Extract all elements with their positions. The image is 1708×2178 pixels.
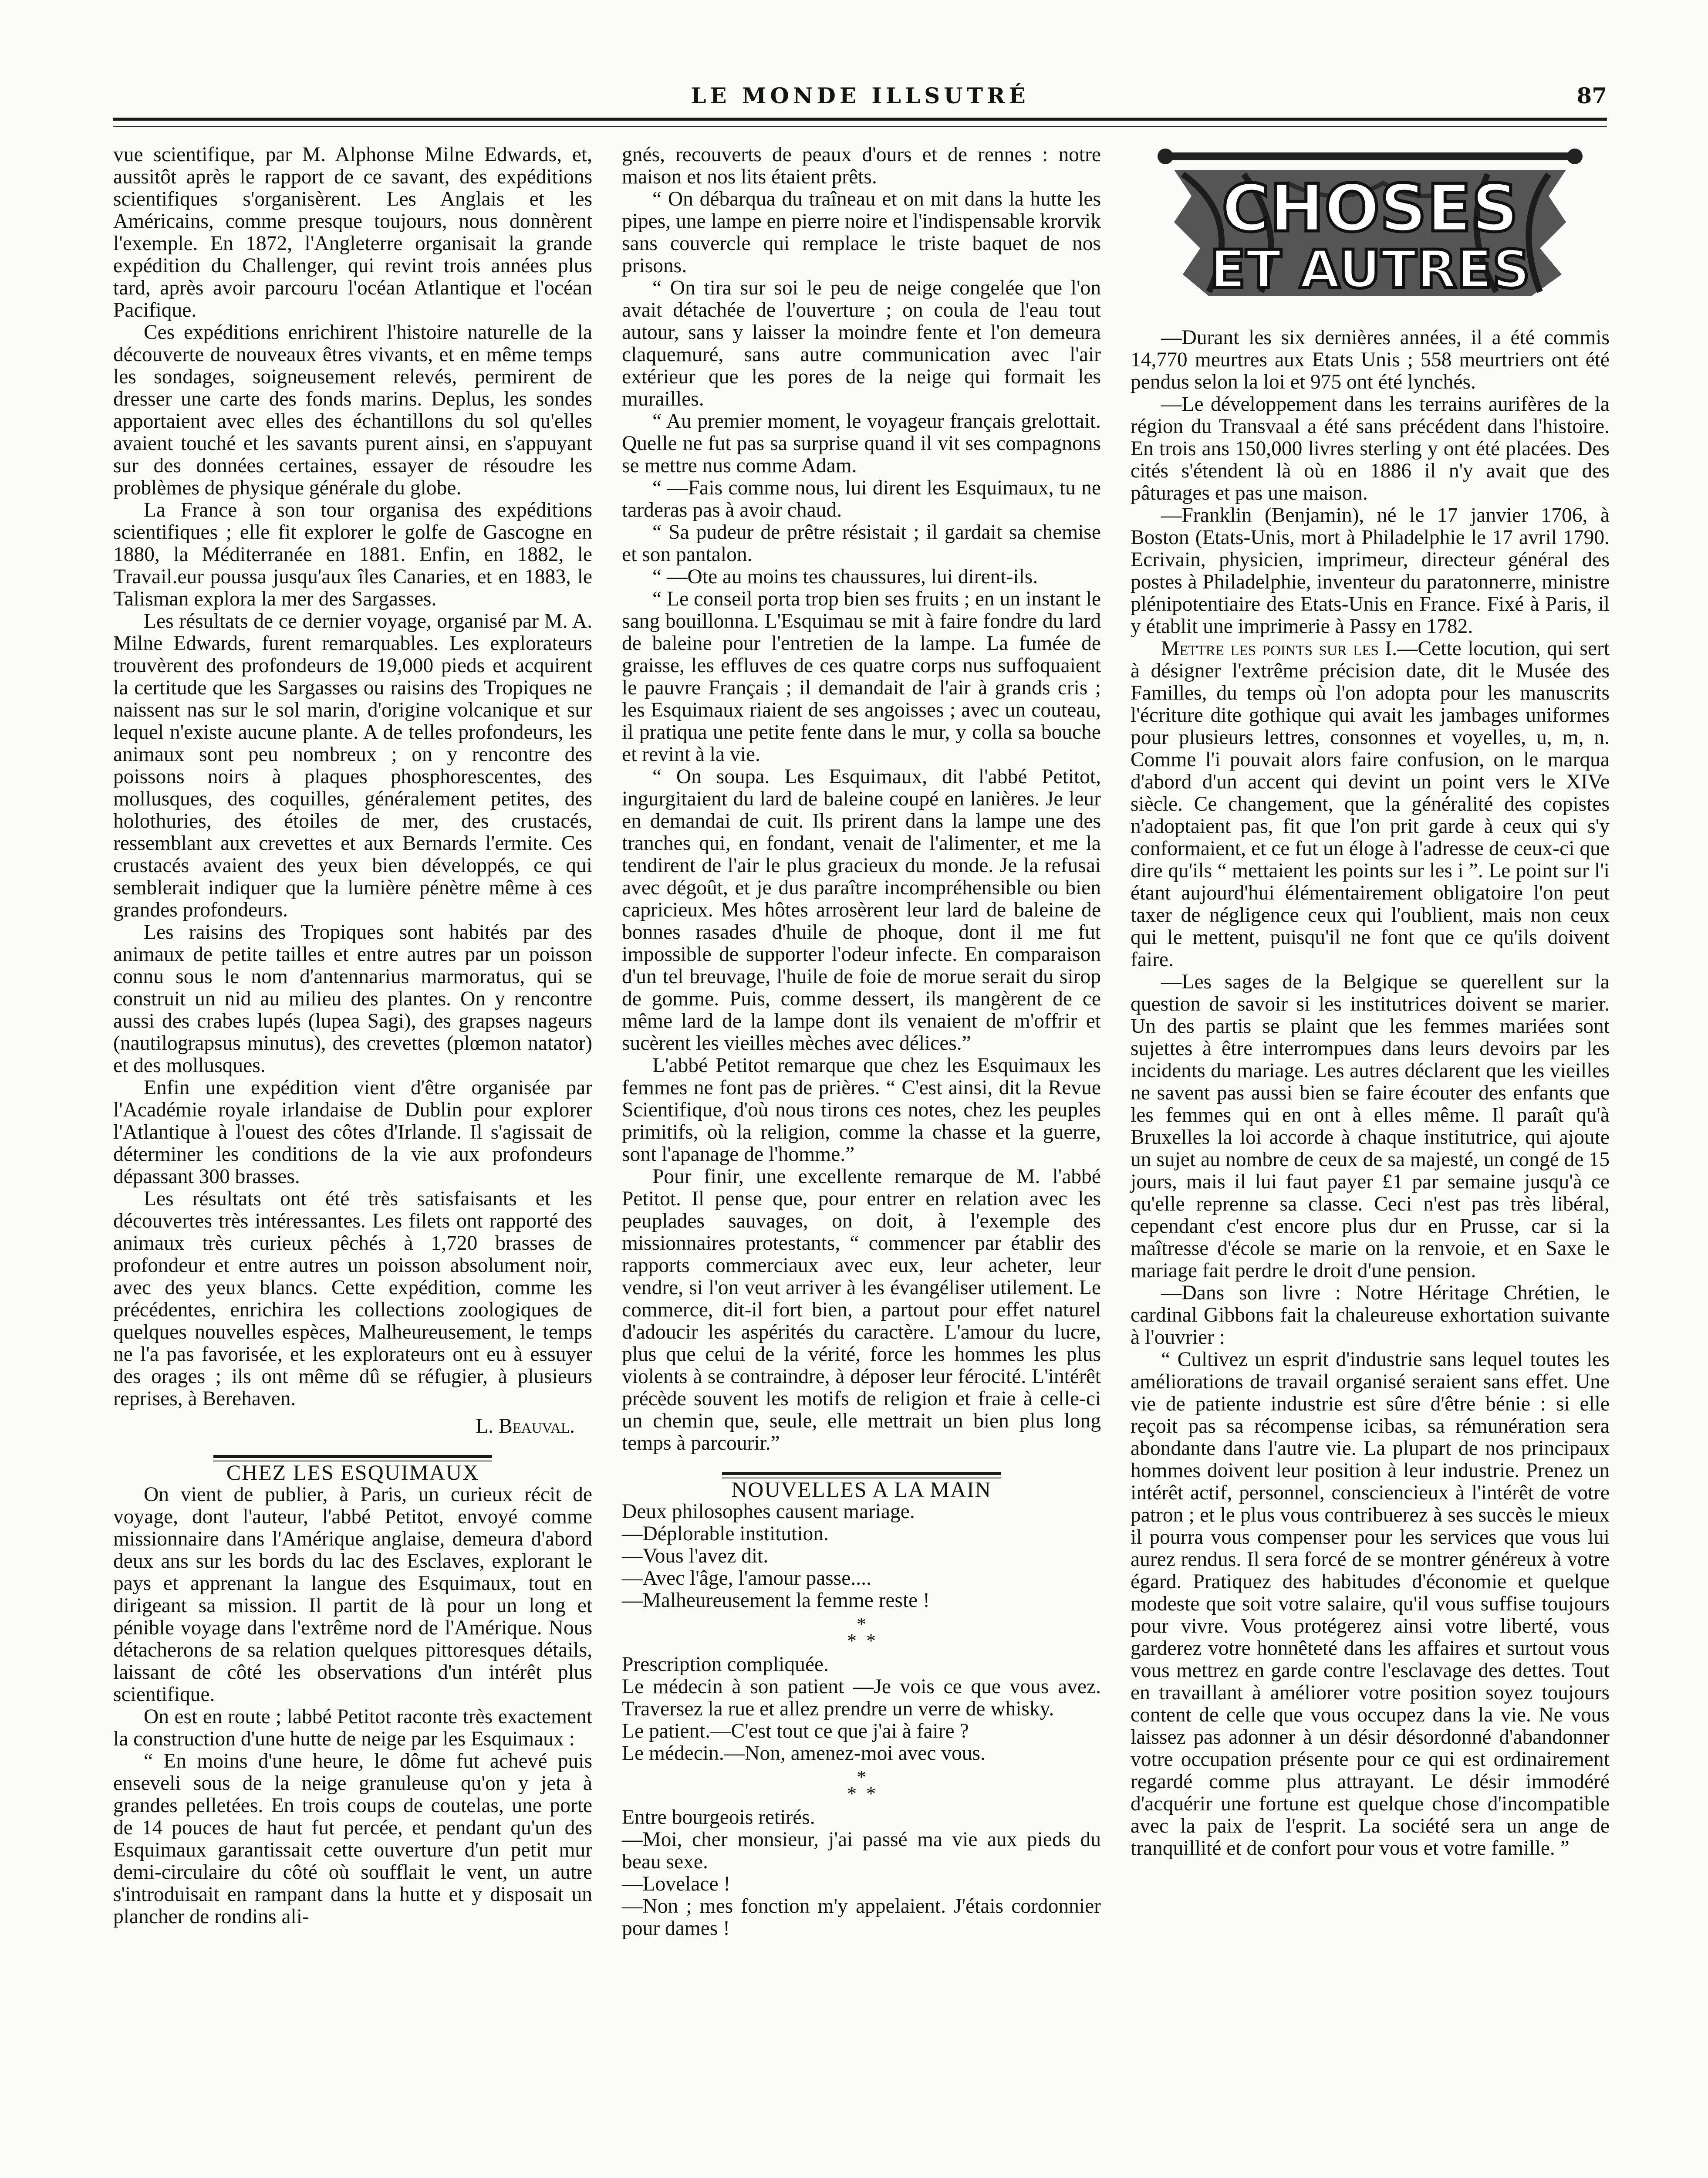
dialog-line: —Déplorable institution. — [622, 1522, 829, 1545]
star-mark: * — [847, 1783, 857, 1804]
paragraph: Les résultats ont été très satisfaisants et les découvertes très intéressantes. Les filets ont rapporté des animaux très curieux pêchés à 1,720 brasses de profondeur et entre autres un poisson absolument noir, avec des yeux blancs. Cette expédition, comme les précédentes, enrichira les collections zoologiques de quelques nouvelles espèces, Malheureusement, le temps ne l'a pas favorisée, et les explorateurs ont eu à essuyer des orages ; ils ont même dû se réfugier, à plusieurs reprises, à Berehaven. — [113, 1187, 592, 1410]
paragraph: Enfin une expédition vient d'être organisée par l'Académie royale irlandaise de Dublin pour explorer l'Atlantique à l'ouest des côtes d'Irlande. Il s'agissait de déterminer les conditions de la vie aux profondeurs dépassant 300 brasses. — [113, 1076, 592, 1188]
paragraph: —Les sages de la Belgique se querellent sur la question de savoir si les institutrices doivent se marier. Un des partis se plaint que les femmes mariées sont sujettes à être interrompues dans leurs devoirs par les incidents du mariage. Les autres déclarent que les vieilles ne savent pas aussi bien se faire écouter des enfants que les femmes qui en ont à elles même. Il paraît qu'à Bruxelles la loi accorde à chaque institutrice, qui ajoute un sujet au nombre de ceux de sa majesté, un congé de 15 jours, mais il lui faut payer £1 par semaine jusqu'à ce qu'elle reprenne sa classe. Ceci n'est pas très libéral, cependant c'est encore plus dur en Prusse, car si la maîtresse d'école se marie on la renvoie, et en Saxe le mariage fait perdre le droit d'une pension. — [1131, 971, 1610, 1282]
run-in-title: Mettre les points sur les I. — [1161, 637, 1397, 660]
page-number: 87 — [1576, 83, 1607, 108]
paragraph: —Franklin (Benjamin), né le 17 janvier 1706, à Boston (Etats-Unis, mort à Philadelphie le 17 avril 1790. Ecrivain, physicien, imprimeur, directeur général des postes à Philadelphie, inventeur du paratonnerre, ministre plénipotentiaire des Etats-Unis en France. Fixé à Paris, il y établit une imprimerie à Passy en 1782. — [1131, 504, 1610, 638]
section-title-nouvelles: NOUVELLES A LA MAIN — [731, 1477, 992, 1502]
paragraph: vue scientifique, par M. Alphonse Milne Edwards, et, aussitôt après le rapport de ce savant, des expéditions scientifiques s'organisèrent. Les Anglais et les Américains, comme presque toujours, nous donnèrent l'exemple. En 1872, l'Angleterre organisait la grande expédition du Challenger, qui revint trois années plus tard, après avoir parcouru l'océan Atlantique et l'océan Pacifique. — [113, 143, 592, 321]
dialog-line: —Malheureusement la femme reste ! — [622, 1589, 930, 1612]
anecdote-3 — [622, 1806, 1101, 1940]
asterism-divider — [622, 1613, 1101, 1651]
asterism-divider — [622, 1766, 1101, 1804]
page-header — [113, 83, 1607, 118]
dialog-line: Entre bourgeois retirés. — [622, 1806, 815, 1829]
dialog-line: Prescription compliquée. — [622, 1653, 829, 1676]
paragraph: L'abbé Petitot remarque que chez les Esquimaux les femmes ne font pas de prières. “ C'est ainsi, dit la Revue Scientifique, d'où nous tirons ces notes, chez les peuples primitifs, où la religion, comme la chasse et la guerre, sont l'apanage de l'homme.” — [622, 1054, 1101, 1166]
paragraph: Pour finir, une excellente remarque de M. l'abbé Petitot. Il pense que, pour entrer en relation avec les peuplades sauvages, on doit, à l'exemple des missionnaires protestants, “ commencer par établir des rapports commerciaux avec eux, leur acheter, leur vendre, si l'on veut arriver à les évangéliser utilement. Le commerce, dit-il fort bien, a partout pour effet naturel d'adoucir les aspérités du caractère. L'amour du lucre, plus que celui de la vérité, force les hommes les plus violents à se contraindre, à déposer leur férocité. L'intérêt précède souvent les motifs de religion et fraie à celle-ci un chemin que, seule, elle mettrait un bien plus long temps à parcourir.” — [622, 1165, 1101, 1454]
dialog-line: —Vous l'avez dit. — [622, 1545, 769, 1567]
dialog-line: —Non ; mes fonction m'y appelaient. J'étais cordonnier pour dames ! — [622, 1895, 1101, 1940]
paragraph: “ —Fais comme nous, lui dirent les Esquimaux, tu ne tarderas pas à avoir chaud. — [622, 477, 1101, 521]
dialog-line: Le médecin.—Non, amenez-moi avec vous. — [622, 1742, 986, 1765]
star-mark: * — [866, 1783, 876, 1804]
banner-word-et-autres: ET AUTRES — [1210, 240, 1530, 300]
dialog-line: Deux philosophes causent mariage. — [622, 1500, 915, 1523]
paragraph: Les raisins des Tropiques sont habités par des animaux de petite tailles et entre autres par un poisson connu sous le nom d'antennarius marmoratus, qui se construit un nid au milieu des plantes. On y rencontre aussi des crabes lupés (lupea Sagi), des grapses nageurs (nautilograpsus minutus), des crevettes (plœmon natator) et des mollusques. — [113, 921, 592, 1077]
column-2 — [622, 144, 1101, 1940]
dialog-line: Le patient.—C'est tout ce que j'ai à faire ? — [622, 1720, 969, 1742]
star-mark: * — [866, 1630, 876, 1651]
dialog-line: —Lovelace ! — [622, 1873, 731, 1895]
paragraph: On est en route ; labbé Petitot raconte très exactement la construction d'une hutte de neige par les Esquimaux : — [113, 1705, 592, 1750]
anecdote-2 — [622, 1654, 1101, 1765]
star-mark: * — [857, 1613, 866, 1635]
paragraph — [1131, 638, 1610, 971]
paragraph: “ Le conseil porta trop bien ses fruits ; en un instant le sang bouillonna. L'Esquimau se mit à faire fondre du lard de baleine pour l'entretien de la lampe. La fumée de graisse, les effluves de ces quatre corps nus suffoquaient le pauvre Français ; il demandait de l'air à grands cris ; les Esquimaux riaient de ses angoisses ; avec un couteau, il pratiqua une petite fente dans le mur, y colla sa bouche et revint à la vie. — [622, 588, 1101, 766]
paragraph: —Durant les six dernières années, il a été commis 14,770 meurtres aux Etats Unis ; 558 meurtriers ont été pendus selon la loi et 975 ont été lynchés. — [1131, 326, 1610, 393]
paragraph: On vient de publier, à Paris, un curieux récit de voyage, dont l'auteur, l'abbé Petitot, envoyé comme missionnaire dans l'Amérique anglaise, demeura d'abord deux ans sur les bords du lac des Esclaves, explorant le pays et apprenant la langue des Esquimaux, tout en dirigeant sa mission. Il partit de là pour un long et pénible voyage dans l'extrême nord de l'Amérique. Nous détacherons de sa relation quelques pittoresques détails, laissant de côté les observations d'un intérêt plus scientifique. — [113, 1483, 592, 1706]
paragraph: “ On tira sur soi le peu de neige congelée que l'on avait détachée de l'ouverture ; on coula de l'eau tout autour, sans y laisser la moindre fente et l'on demeura claquemuré, sans autre communication avec l'air extérieur que les pores de la neige qui formait les murailles. — [622, 277, 1101, 410]
paragraph: “ —Ote au moins tes chaussures, lui dirent-ils. — [652, 565, 1038, 588]
header-rule-thick — [113, 118, 1607, 121]
paragraph: “ Cultivez un esprit d'industrie sans lequel toutes les améliorations de travail organisé seraient sans effet. Une vie de patiente industrie est sûre d'être bénie : si elle reçoit pas sa récompense icibas, sa rémunération sera abondante dans l'autre vie. La plupart de nos principaux hommes doivent leur position à leur industrie. Prenez un intérêt actif, personnel, consciencieux à l'intérêt de votre patron ; et le plus vous contribuerez à ses succès le mieux il pourra vous compenser pour les services que vous lui aurez rendus. Il sera forcé de se montrer généreux à votre égard. Pratiquez des habitudes d'économie et quelque modeste que soit votre salaire, qu'il vous suffise toujours pour vivre. Vous protégerez ainsi votre liberté, vous garderez votre honnêteté dans les affaires et surtout vous vous mettrez en garde contre l'esclavage des dettes. Tout en travaillant à améliorer votre position soyez toujours content de celle que vous occupez dans la vie. Ne vous laissez pas adonner à un désir désordonné d'abandonner votre occupation présente pour ce qui est ordinairement regardé comme plus attrayant. Le désir immodéré d'acquérir une fortune est quelque chose d'incompatible avec la paix de l'esprit. La société sera un ange de tranquillité et de confort pour vous et votre famille. ” — [1131, 1348, 1610, 1860]
paragraph: “ On débarqua du traîneau et on mit dans la hutte les pipes, une lampe en pierre noire et l'indispensable krorvik sans couvercle qui remplace le triste baquet de nos prisons. — [622, 188, 1101, 277]
section-title-esquimaux: CHEZ LES ESQUIMAUX — [226, 1460, 479, 1485]
dialog-line: —Avec l'âge, l'amour passe.... — [622, 1567, 871, 1590]
star-mark: * — [847, 1630, 857, 1651]
section-divider — [213, 1455, 492, 1458]
paragraph: La France à son tour organisa des expéditions scientifiques ; elle fit explorer le golfe de Gascogne en 1880, la Méditerranée en 1881. Enfin, en 1882, le Travail.eur poussa jusqu'aux îles Canaries, et en 1883, le Talisman explora la mer des Sargasses. — [113, 499, 592, 610]
star-mark: * — [857, 1766, 866, 1788]
paragraph: “ Au premier moment, le voyageur français grelottait. Quelle ne fut pas sa surprise quand il vit ses compagnons se mettre nus comme Adam. — [622, 410, 1101, 477]
column-3 — [1131, 144, 1610, 1860]
masthead-title: LE MONDE ILLSUTRÉ — [691, 83, 1030, 108]
run-in-text: —Cette locution, qui sert à désigner l'extrême précision date, dit le Musée des Familles, du temps où l'on adopta pour les manuscrits l'écriture dite gothique qui avait les jambages uniformes pour plusieurs lettres, consonnes et voyelles, u, m, n. Comme l'i pouvait alors faire confusion, on le marqua d'abord d'un accent qui devint un point vers le XIVe siècle. Ce changement, que la généralité des copistes n'adoptaient pas, fit que l'on prit garde à ceux qui s'y conformaient, et ce fut un éloge à l'adresse de ceux-ci que dire qu'ils “ mettaient les points sur les i ”. Le point sur l'i étant aujourd'hui élémentairement obligatoire l'on peut taxer de négligence ceux qui l'oublient, mais non ceux qui le mettent, puisqu'il ne font que ce qu'ils doivent faire. — [1131, 637, 1610, 971]
section-divider — [722, 1472, 1001, 1475]
paragraph: —Dans son livre : Notre Héritage Chrétien, le cardinal Gibbons fait la chaleureuse exhortation suivante à l'ouvrier : — [1131, 1282, 1610, 1349]
paragraph: Ces expéditions enrichirent l'histoire naturelle de la découverte de nouveaux êtres vivants, et en même temps les sondages, soigneusement relevés, permirent de dresser une carte des fonds marins. Deplus, les sondes apportaient avec elles des échantillons du sol qu'elles avaient touché et les savants purent ainsi, en s'appuyant sur des données certaines, essayer de résoudre les problèmes de physique générale du globe. — [113, 321, 592, 499]
header-rule-thin — [113, 126, 1607, 127]
paragraph: —Le développement dans les terrains aurifères de la région du Transvaal a été sans précédent dans l'histoire. En trois ans 150,000 livres sterling y ont été placées. Des cités s'étendent là où en 1886 il n'y avait que des pâturages et pas une maison. — [1131, 393, 1610, 504]
article-signature: L. Beauval. — [476, 1415, 575, 1437]
column-1 — [113, 144, 592, 1928]
paragraph: “ En moins d'une heure, le dôme fut achevé puis enseveli sous de la neige granuleuse qu'on y jeta à grandes pelletées. En trois coups de coutelas, une porte de 14 pouces de haut fut percée, et pendant qu'un des Esquimaux garantissait cette ouverture d'un petit mur demi-circulaire du côté où soufflait le vent, un autre s'introduisait en rampant dans la hutte et y disposait un plancher de rondins ali- — [113, 1750, 592, 1928]
anecdote-1 — [622, 1501, 1101, 1612]
paragraph: Les résultats de ce dernier voyage, organisé par M. A. Milne Edwards, furent remarquables. Les explorateurs trouvèrent des profondeurs de 19,000 pieds et acquirent la certitude que les Sargasses ou raisins des Tropiques ne naissent nas sur le sol marin, d'origine volcanique et sur lequel n'existe aucune plante. A de telles profondeurs, les animaux sont peu nombreux ; on y rencontre des poissons noirs à plaques phosphorescentes, des mollusques, des coquilles, généralement petites, des holothuries, des étoiles de mer, des crustacés, ressemblant aux crevettes et aux Bernards l'ermite. Ces crustacés avaient des yeux bien développés, ce qui semblerait indiquer que la lumière pénètre même à ces grandes profondeurs. — [113, 610, 592, 921]
paragraph: “ Sa pudeur de prêtre résistait ; il gardait sa chemise et son pantalon. — [622, 521, 1101, 566]
paragraph: “ On soupa. Les Esquimaux, dit l'abbé Petitot, ingurgitaient du lard de baleine coupé en lanières. Je leur en demandai de cuit. Ils prirent dans la lampe une des tranches qui, en fondant, venait de l'alimenter, et me la tendirent de l'air le plus gracieux du monde. Je la refusai avec dégoût, et je dus paraître incompréhensible ou bien capricieux. Mes hôtes arrosèrent leur lard de baleine de bonnes rasades d'huile de phoque, dont il me fut impossible de supporter l'odeur infecte. En comparaison d'un tel breuvage, l'huile de foie de morue serait du sirop de gomme. Puis, comme dessert, ils mangèrent de ce même lard de la lampe dont ils venaient de m'offrir et sucèrent les vieilles mèches avec délices.” — [622, 765, 1101, 1055]
banner-word-choses: CHOSES — [1222, 171, 1519, 247]
dialog-line: —Moi, cher monsieur, j'ai passé ma vie aux pieds du beau sexe. — [622, 1828, 1101, 1873]
paragraph: gnés, recouverts de peaux d'ours et de rennes : notre maison et nos lits étaient prêts. — [622, 143, 1101, 188]
choses-et-autres-banner — [1157, 144, 1583, 309]
dialog-line: Le médecin à son patient —Je vois ce que vous avez. Traversez la rue et allez prendre un verre de whisky. — [622, 1675, 1101, 1720]
